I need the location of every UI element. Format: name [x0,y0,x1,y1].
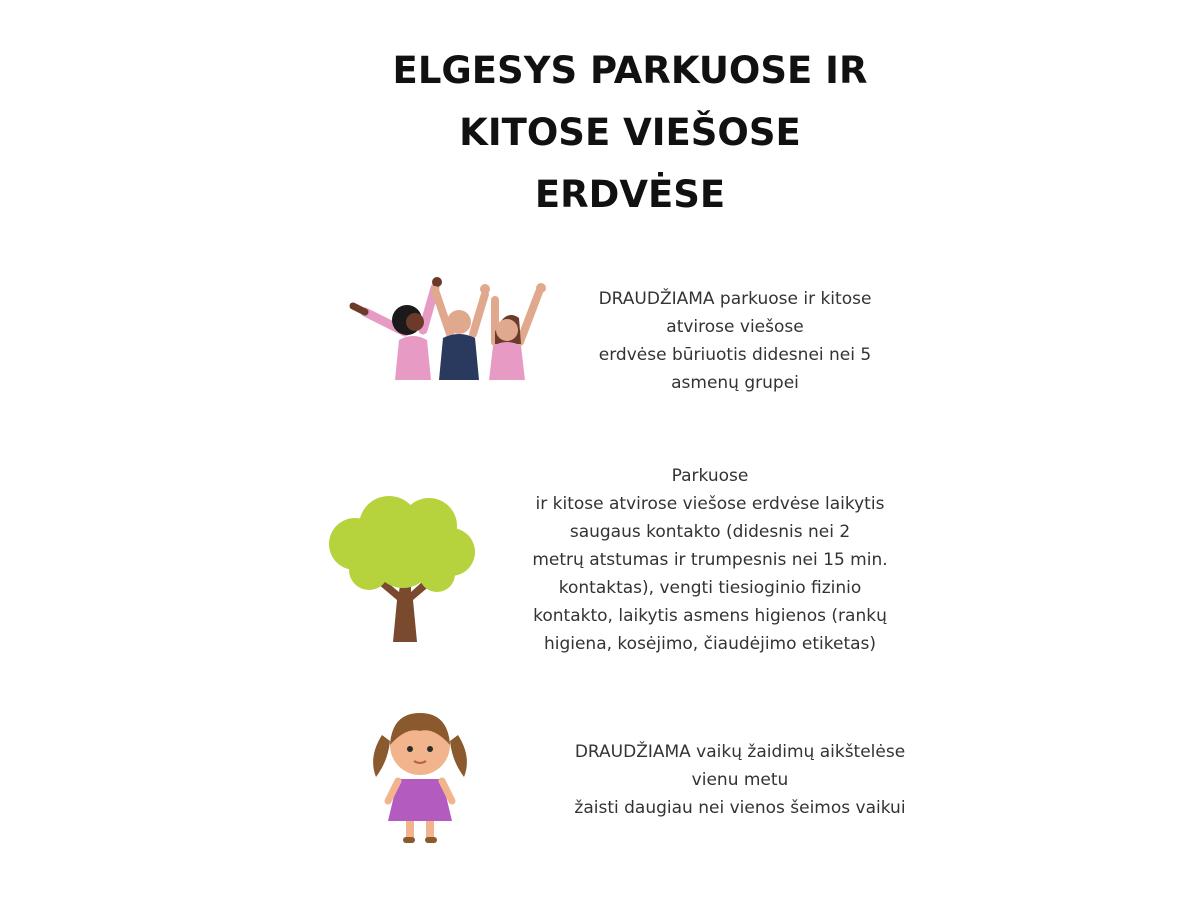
section-2-line-4: metrų atstumas ir trumpesnis nei 15 min. [532,550,888,570]
section-contact-rule [485,462,935,658]
title-line-1: ELGESYS PARKUOSE IR [392,49,868,92]
section-1-line-2: atvirose viešose [666,317,804,337]
child-girl-icon [368,705,472,849]
section-2-line-1: Parkuose [671,466,749,486]
section-crowd-rule [565,285,905,397]
people-celebrating-icon [335,272,555,388]
section-2-line-6: kontakto, laikytis asmens higienos (rankų [533,606,887,626]
section-1-line-1: DRAUDŽIAMA parkuose ir kitose [598,289,872,309]
section-1-line-3: erdvėse būriuotis didesnei nei 5 [598,345,872,365]
title-line-2: KITOSE VIEŠOSE [459,111,801,154]
section-3-line-3: žaisti daugiau nei vienos šeimos vaikui [574,798,906,818]
section-2-line-3: saugaus kontakto (didesnis nei 2 [569,522,851,542]
section-playground-rule [530,738,950,822]
section-3-line-1: DRAUDŽIAMA vaikų žaidimų aikštelėse [574,742,906,762]
section-2-line-5: kontaktas), vengti tiesioginio fizinio [558,578,862,598]
page-title [350,40,910,226]
section-1-line-4: asmenų grupei [671,373,799,393]
section-2-line-7: higiena, kosėjimo, čiaudėjimo etiketas) [543,634,877,654]
tree-icon [325,496,477,646]
section-2-line-2: ir kitose atvirose viešose erdvėse laikytis [535,494,885,514]
section-3-line-2: vienu metu [691,770,789,790]
title-line-3: ERDVĖSE [534,173,726,216]
